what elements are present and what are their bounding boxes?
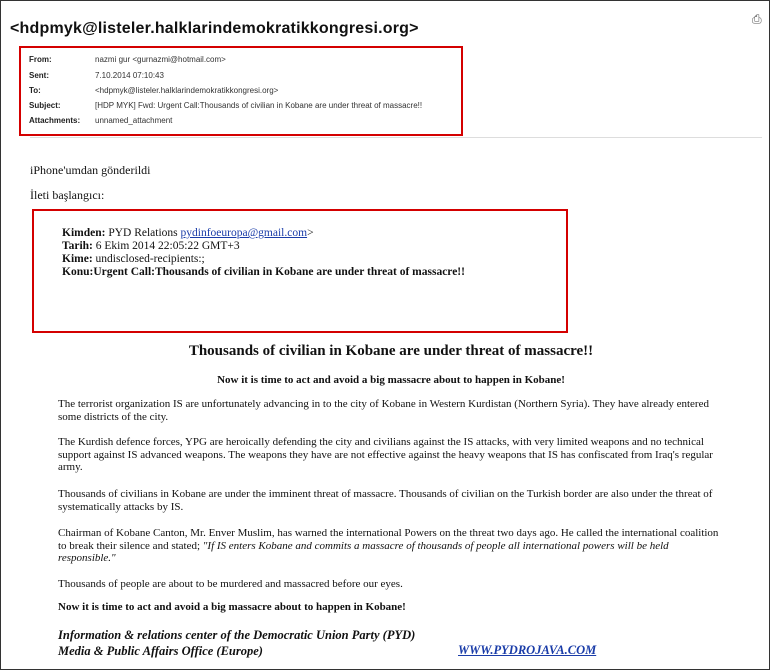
forwarded-date-label: Tarih: xyxy=(62,240,93,252)
message-paragraph-2: The Kurdish defence forces, YPG are heroically defending the city and civilians against the IS attacks, with very limited weapons and no technical support against IS advanced weapons. The weapons they have are not effective against the heavy weapons that IS has confiscated from Iraq's regular army. xyxy=(58,436,713,473)
forwarded-from-row xyxy=(62,227,314,239)
message-subheading: Now it is time to act and avoid a big massacre about to happen in Kobane! xyxy=(217,374,565,386)
header-attachments-label: Attachments: xyxy=(29,116,81,125)
forwarded-to-row xyxy=(62,253,205,265)
signature-website-link[interactable]: WWW.PYDROJAVA.COM xyxy=(458,643,597,657)
header-to-value[interactable]: <hdpmyk@listeler.halklarindemokratikkongresi.org> xyxy=(95,86,279,95)
forwarded-subject-label: Konu: xyxy=(62,266,94,278)
header-sent-label: Sent: xyxy=(29,71,49,80)
forwarded-to-value: undisclosed-recipients:; xyxy=(95,253,205,265)
header-subject-label: Subject: xyxy=(29,101,61,110)
forwarded-from-email-link[interactable]: pydinfoeuropa@gmail.com xyxy=(180,227,308,239)
forward-start-line: İleti başlangıcı: xyxy=(30,188,105,202)
forwarded-subject-row xyxy=(62,266,465,278)
header-to-label: To: xyxy=(29,86,41,95)
message-paragraph-4 xyxy=(58,527,728,565)
header-subject-value: [HDP MYK] Fwd: Urgent Call:Thousands of civilian in Kobane are under threat of massacre!! xyxy=(95,101,423,110)
forwarded-from-label: Kimden: xyxy=(62,227,106,239)
message-paragraph-4-text: Chairman of Kobane Canton, Mr. Enver Muslim, has warned the international Powers on the threat two days ago. He called the international coalition to break their silence and stated; xyxy=(58,527,719,552)
header-sent-value: 7.10.2014 07:10:43 xyxy=(95,71,164,80)
forwarded-date-value: 6 Ekim 2014 22:05:22 GMT+3 xyxy=(95,240,240,252)
signature-line-1: Information & relations center of the Democratic Union Party (PYD) xyxy=(58,628,416,642)
message-heading: Thousands of civilian in Kobane are under threat of massacre!! xyxy=(188,343,594,359)
header-divider xyxy=(30,137,762,138)
message-quote: "If IS enters Kobane and commits a massacre of thousands of people all international powers will be held responsible." xyxy=(58,539,669,564)
message-paragraph-5: Thousands of people are about to be murdered and massacred before our eyes. xyxy=(58,578,403,590)
forwarded-to-label: Kime: xyxy=(62,253,93,265)
email-header-box xyxy=(19,46,463,136)
forwarded-from-name: PYD Relations xyxy=(108,227,178,239)
attachment-link[interactable]: unnamed_attachment xyxy=(95,116,173,125)
message-closing: Now it is time to act and avoid a big massacre about to happen in Kobane! xyxy=(58,601,406,613)
message-paragraph-3: Thousands of civilians in Kobane are under the imminent threat of massacre. Thousands of civilian on the Turkish border are also under the threat of systematically attacks by IS. xyxy=(58,488,713,513)
forwarded-subject-value: Urgent Call:Thousands of civilian in Kobane are under threat of massacre!! xyxy=(93,266,465,278)
print-icon[interactable]: ⎙ xyxy=(752,12,762,26)
window-title: <hdpmyk@listeler.halklarindemokratikkongresi.org> xyxy=(10,20,419,37)
message-paragraph-1: The terrorist organization IS are unfortunately advancing in to the city of Kobane in Western Kurdistan (Northern Syria). They have already entered some districts of the city. xyxy=(58,398,709,423)
forwarded-from-suffix: > xyxy=(307,227,314,239)
signature-line-2: Media & Public Affairs Office (Europe) xyxy=(58,644,263,658)
header-from-value[interactable]: nazmi gur <gurnazmi@hotmail.com> xyxy=(95,55,226,64)
sent-from-line: iPhone'umdan gönderildi xyxy=(30,163,151,177)
header-from-label: From: xyxy=(29,55,52,64)
forwarded-date-row xyxy=(62,240,240,252)
forwarded-header-box xyxy=(32,209,568,333)
